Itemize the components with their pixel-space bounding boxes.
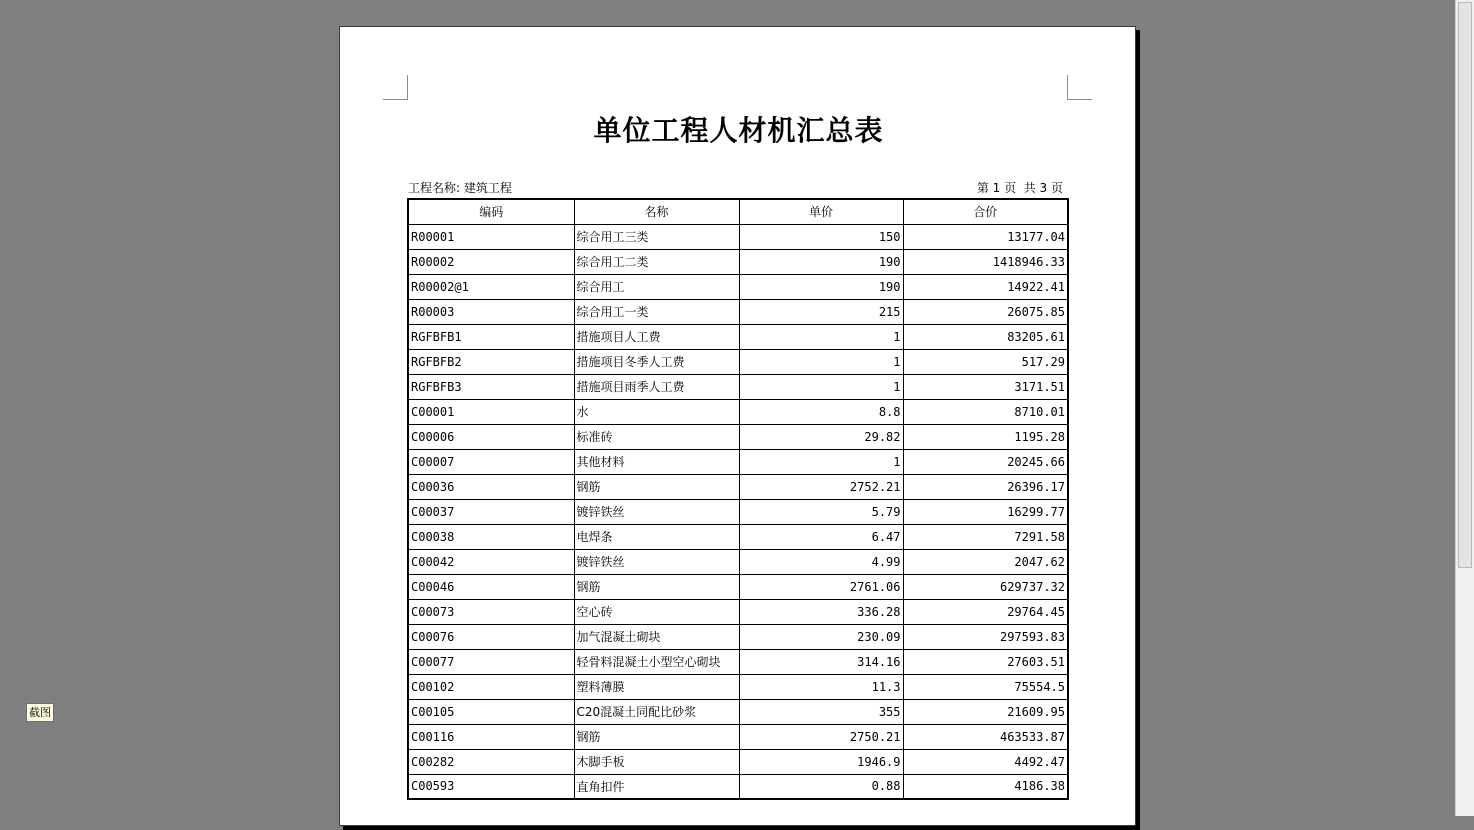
cell-code: C00006 — [408, 424, 574, 449]
table-row — [408, 449, 1068, 474]
cell-total: 517.29 — [903, 349, 1068, 374]
cell-name: 标准砖 — [574, 424, 739, 449]
cell-total: 14922.41 — [903, 274, 1068, 299]
cell-total: 16299.77 — [903, 499, 1068, 524]
cell-code: RGFBFB1 — [408, 324, 574, 349]
cell-name: 综合用工 — [574, 274, 739, 299]
table-row — [408, 574, 1068, 599]
cell-code: C00037 — [408, 499, 574, 524]
header-price: 单价 — [739, 199, 903, 224]
table-row — [408, 324, 1068, 349]
cell-price: 29.82 — [739, 424, 903, 449]
cell-code: C00001 — [408, 399, 574, 424]
cell-total: 1418946.33 — [903, 249, 1068, 274]
table-row — [408, 299, 1068, 324]
table-row — [408, 399, 1068, 424]
cell-code: C00038 — [408, 524, 574, 549]
cell-price: 8.8 — [739, 399, 903, 424]
cell-price: 2752.21 — [739, 474, 903, 499]
cell-total: 26075.85 — [903, 299, 1068, 324]
table-row — [408, 349, 1068, 374]
cell-total: 21609.95 — [903, 699, 1068, 724]
cell-name: 直角扣件 — [574, 774, 739, 799]
cell-name: 其他材料 — [574, 449, 739, 474]
table-row — [408, 524, 1068, 549]
cell-name: 轻骨料混凝土小型空心砌块 — [574, 649, 739, 674]
cell-code: C00042 — [408, 549, 574, 574]
cell-total: 8710.01 — [903, 399, 1068, 424]
cell-price: 150 — [739, 224, 903, 249]
cell-total: 75554.5 — [903, 674, 1068, 699]
cell-code: C00007 — [408, 449, 574, 474]
cell-price: 1946.9 — [739, 749, 903, 774]
summary-table — [407, 198, 1069, 800]
cell-price: 0.88 — [739, 774, 903, 799]
project-name: 工程名称: 建筑工程 — [408, 181, 512, 195]
cell-name: 综合用工三类 — [574, 224, 739, 249]
table-row — [408, 474, 1068, 499]
table-header-row — [408, 199, 1068, 224]
table-row — [408, 699, 1068, 724]
cell-name: 加气混凝土砌块 — [574, 624, 739, 649]
cell-name: 电焊条 — [574, 524, 739, 549]
table-row — [408, 374, 1068, 399]
cell-code: R00001 — [408, 224, 574, 249]
cell-total: 4492.47 — [903, 749, 1068, 774]
cell-price: 1 — [739, 449, 903, 474]
vertical-scrollbar[interactable] — [1455, 0, 1474, 816]
header-total: 合价 — [903, 199, 1068, 224]
cell-total: 297593.83 — [903, 624, 1068, 649]
cell-code: C00593 — [408, 774, 574, 799]
crop-mark-top-right — [1067, 75, 1092, 100]
table-row — [408, 499, 1068, 524]
table-row — [408, 674, 1068, 699]
cell-total: 629737.32 — [903, 574, 1068, 599]
table-row — [408, 274, 1068, 299]
cell-total: 29764.45 — [903, 599, 1068, 624]
cell-total: 3171.51 — [903, 374, 1068, 399]
table-row — [408, 774, 1068, 799]
cell-total: 83205.61 — [903, 324, 1068, 349]
report-page — [339, 26, 1136, 826]
cell-code: R00003 — [408, 299, 574, 324]
cell-total: 7291.58 — [903, 524, 1068, 549]
cell-code: C00116 — [408, 724, 574, 749]
cell-price: 2750.21 — [739, 724, 903, 749]
cell-total: 20245.66 — [903, 449, 1068, 474]
cell-name: C20混凝土同配比砂浆 — [574, 699, 739, 724]
cell-name: 空心砖 — [574, 599, 739, 624]
crop-mark-top-left — [383, 75, 408, 100]
cell-name: 钢筋 — [574, 724, 739, 749]
cell-price: 1 — [739, 324, 903, 349]
cell-price: 215 — [739, 299, 903, 324]
cell-total: 4186.38 — [903, 774, 1068, 799]
table-row — [408, 624, 1068, 649]
cell-price: 190 — [739, 249, 903, 274]
cell-code: C00102 — [408, 674, 574, 699]
report-title: 单位工程人材机汇总表 — [593, 114, 884, 147]
cell-price: 6.47 — [739, 524, 903, 549]
cell-code: C00046 — [408, 574, 574, 599]
cell-code: RGFBFB3 — [408, 374, 574, 399]
cell-name: 镀锌铁丝 — [574, 499, 739, 524]
cell-price: 230.09 — [739, 624, 903, 649]
table-row — [408, 249, 1068, 274]
cell-name: 钢筋 — [574, 474, 739, 499]
cell-total: 27603.51 — [903, 649, 1068, 674]
cell-name: 措施项目人工费 — [574, 324, 739, 349]
cell-price: 2761.06 — [739, 574, 903, 599]
cell-code: C00077 — [408, 649, 574, 674]
cell-name: 水 — [574, 399, 739, 424]
cell-code: C00073 — [408, 599, 574, 624]
table-row — [408, 549, 1068, 574]
page-indicator: 第 1 页 共 3 页 — [976, 181, 1063, 195]
cell-price: 4.99 — [739, 549, 903, 574]
cell-name: 镀锌铁丝 — [574, 549, 739, 574]
scrollbar-thumb[interactable] — [1458, 2, 1472, 568]
table-row — [408, 424, 1068, 449]
cell-code: RGFBFB2 — [408, 349, 574, 374]
table-row — [408, 224, 1068, 249]
cell-total: 13177.04 — [903, 224, 1068, 249]
cell-total: 463533.87 — [903, 724, 1068, 749]
cell-code: R00002 — [408, 249, 574, 274]
cell-code: C00076 — [408, 624, 574, 649]
cell-price: 190 — [739, 274, 903, 299]
cell-total: 2047.62 — [903, 549, 1068, 574]
cell-price: 355 — [739, 699, 903, 724]
cell-name: 综合用工一类 — [574, 299, 739, 324]
cell-name: 措施项目雨季人工费 — [574, 374, 739, 399]
header-code: 编码 — [408, 199, 574, 224]
cell-price: 5.79 — [739, 499, 903, 524]
cell-name: 钢筋 — [574, 574, 739, 599]
cell-price: 1 — [739, 349, 903, 374]
table-row — [408, 649, 1068, 674]
cell-name: 木脚手板 — [574, 749, 739, 774]
header-name: 名称 — [574, 199, 739, 224]
screenshot-button[interactable]: 截图 — [26, 703, 54, 722]
cell-name: 措施项目冬季人工费 — [574, 349, 739, 374]
cell-price: 11.3 — [739, 674, 903, 699]
cell-code: C00036 — [408, 474, 574, 499]
cell-name: 塑料薄膜 — [574, 674, 739, 699]
cell-code: C00282 — [408, 749, 574, 774]
cell-code: C00105 — [408, 699, 574, 724]
cell-total: 1195.28 — [903, 424, 1068, 449]
cell-price: 1 — [739, 374, 903, 399]
cell-code: R00002@1 — [408, 274, 574, 299]
table-row — [408, 749, 1068, 774]
cell-total: 26396.17 — [903, 474, 1068, 499]
cell-price: 336.28 — [739, 599, 903, 624]
cell-price: 314.16 — [739, 649, 903, 674]
cell-name: 综合用工二类 — [574, 249, 739, 274]
table-row — [408, 599, 1068, 624]
table-row — [408, 724, 1068, 749]
